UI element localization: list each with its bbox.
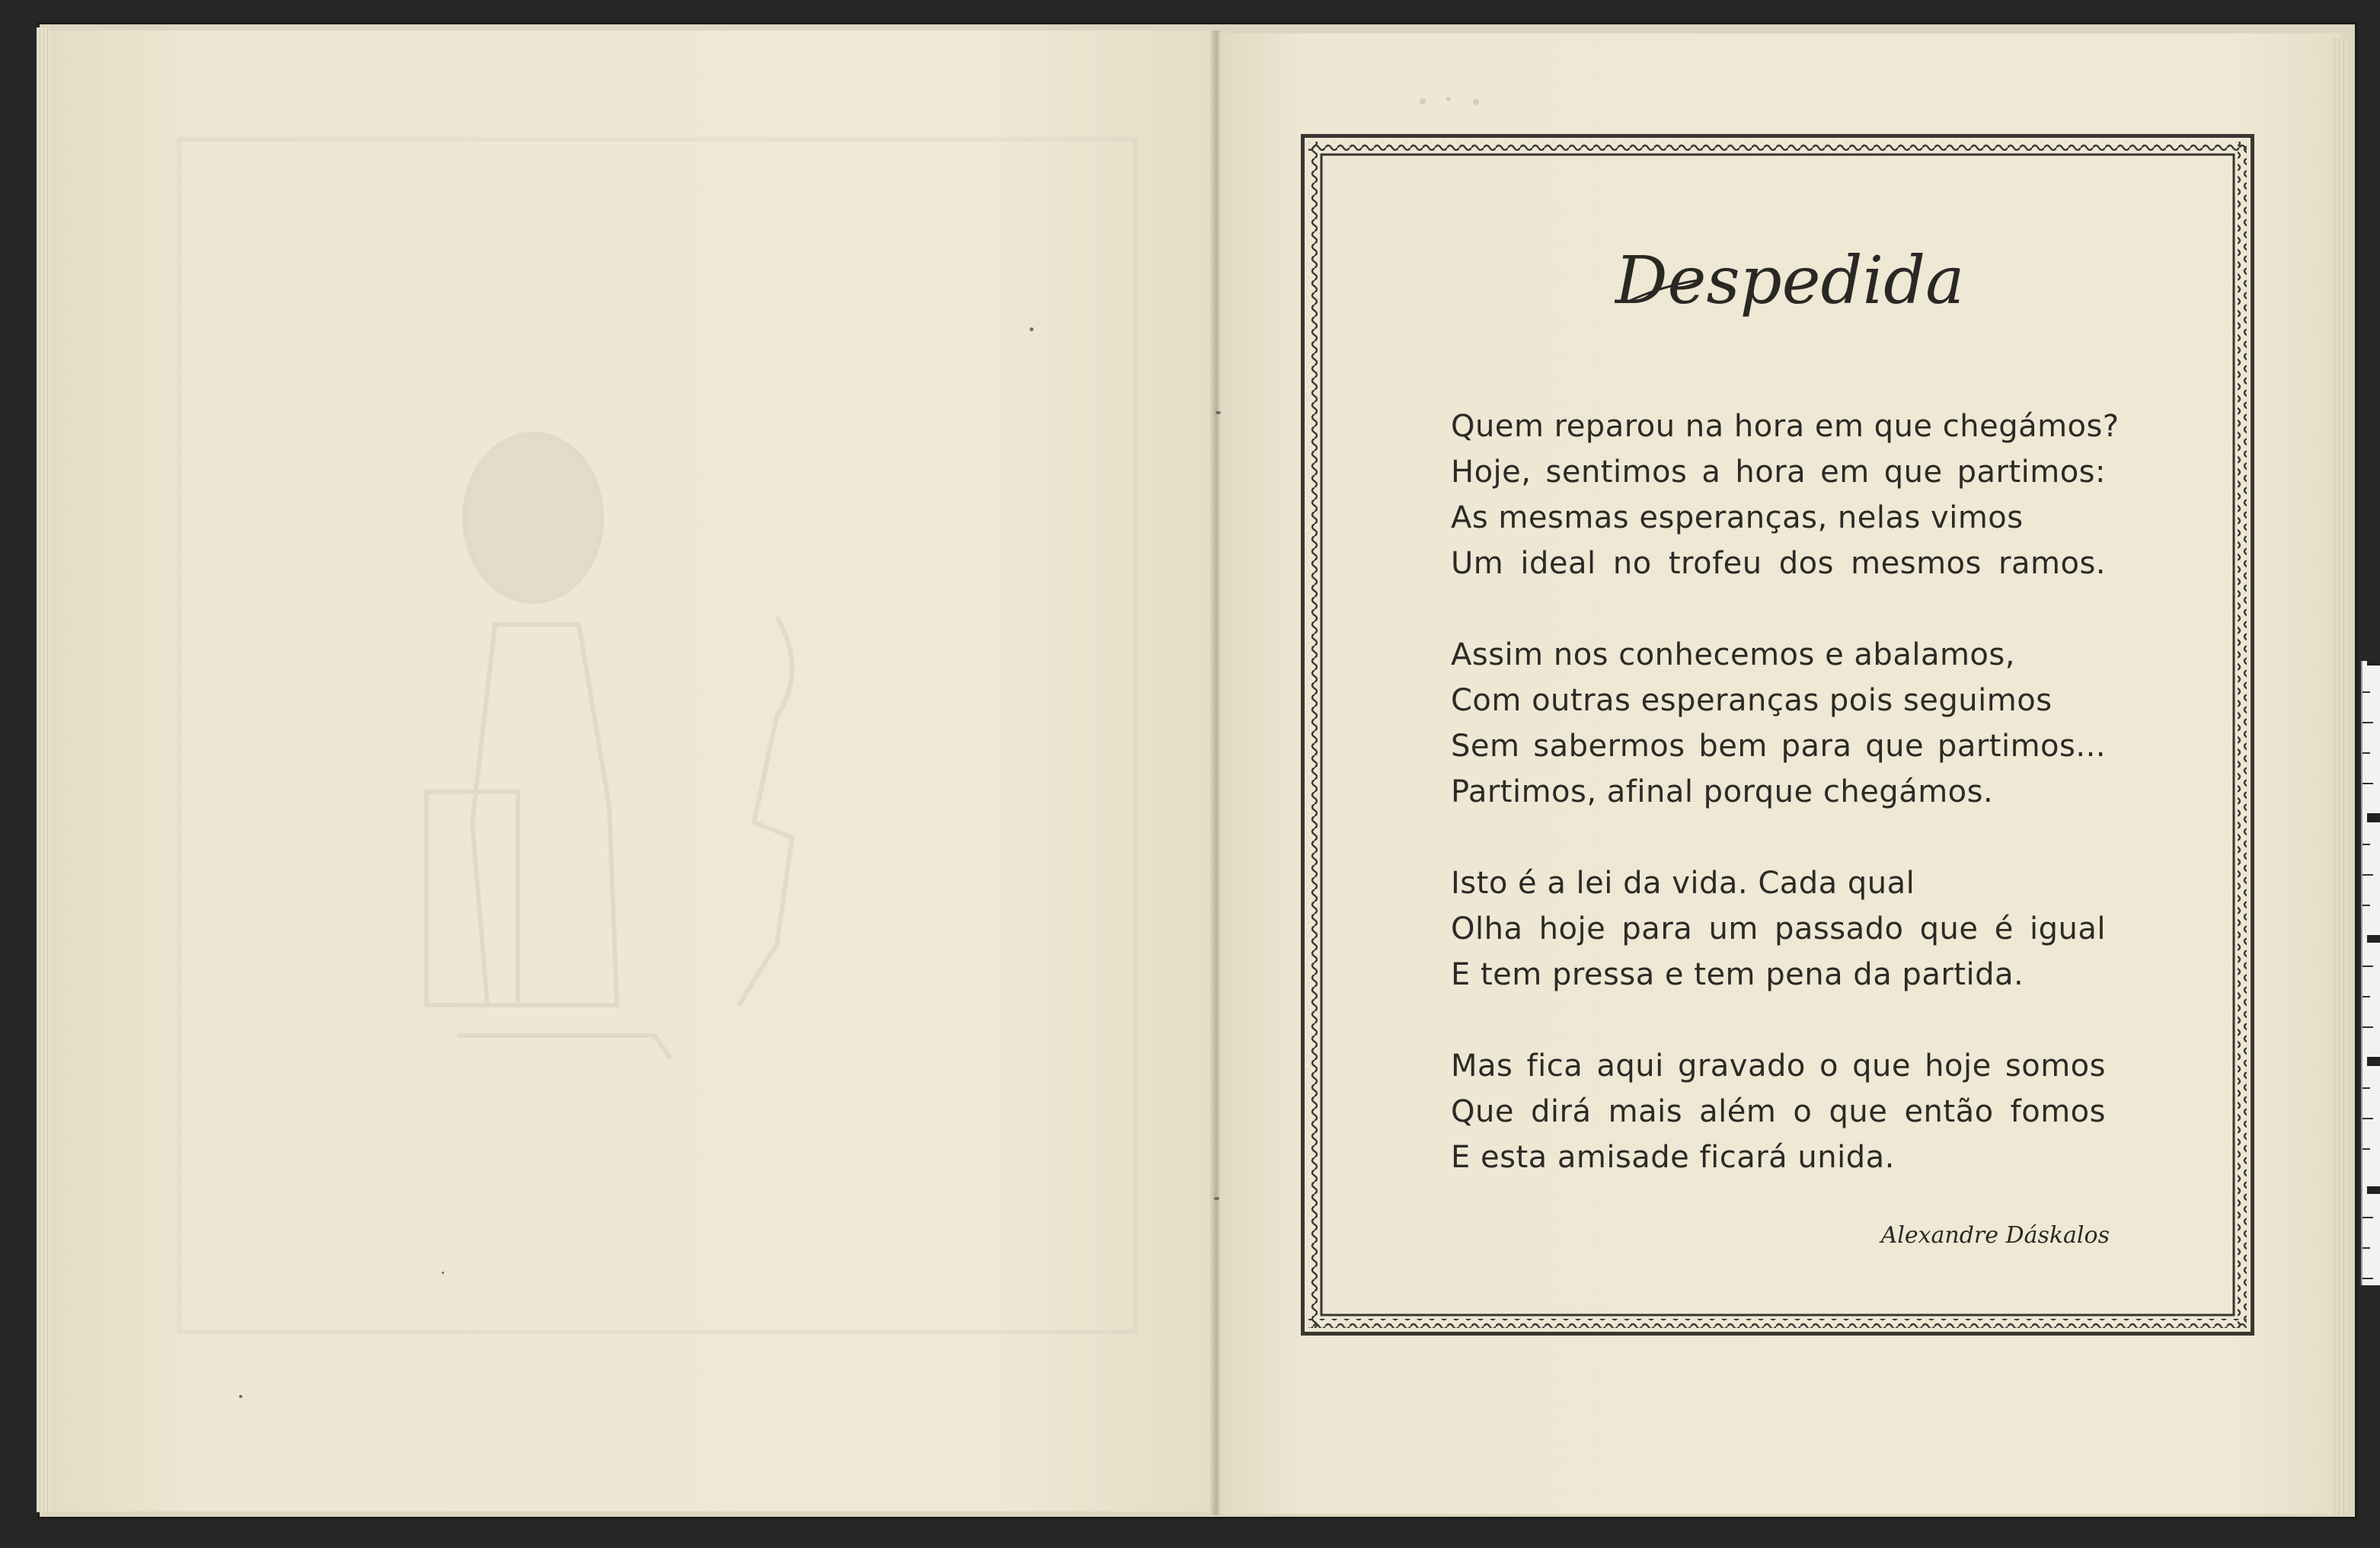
poem-line: Sem sabermos bem para que partimos... [1451,729,2106,764]
paper-speck [1030,327,1033,331]
poem-line: Partimos, afinal porque chegámos. [1451,774,1994,809]
paper-speck [1216,411,1221,414]
poem-line: Mas fica aqui gravado o que hoje somos [1451,1048,2106,1084]
paper-speck [1214,1197,1219,1200]
poem-line: Isto é a lei da vida. Cada qual [1451,866,1915,901]
poem-title [1615,227,1965,334]
paper-speck [239,1395,242,1398]
poem-title-text: Despedida [1615,243,1965,319]
stanza [1451,860,2106,997]
poem-line: E esta amisade ficará unida. [1451,1140,1895,1175]
poem-body [1451,404,2120,1226]
left-page-edges [37,27,52,1512]
poem-line: Que dirá mais além o que então fomos [1451,1094,2106,1129]
poem-line: Assim nos conhecemos e abalamos, [1451,637,2015,672]
show-through-caricature-icon [381,426,914,1074]
signature-text: Alexandre Dáskalos [1880,1222,2110,1249]
faint-stamp-mark [1410,90,1487,113]
poem-line: E tem pressa e tem pena da partida. [1451,957,2024,992]
stanza [1451,632,2106,815]
poem-line: Um ideal no trofeu dos mesmos ramos. [1451,546,2106,581]
poem-line: As mesmas esperanças, nelas vimos [1451,500,2024,535]
poem-line: Olha hoje para um passado que é igual [1451,911,2106,946]
poem-line: Quem reparou na hora em que chegámos? [1451,409,2120,444]
scale-ruler [2361,661,2380,1285]
right-page-edges [2330,38,2347,1515]
paper-speck [442,1272,444,1274]
stanza [1451,404,2120,586]
stanza [1451,1043,2106,1180]
poem-line: Com outras esperanças pois seguimos [1451,683,2053,718]
poem-signature [1858,1215,2110,1253]
poem-line: Hoje, sentimos a hora em que partimos: [1451,455,2106,490]
